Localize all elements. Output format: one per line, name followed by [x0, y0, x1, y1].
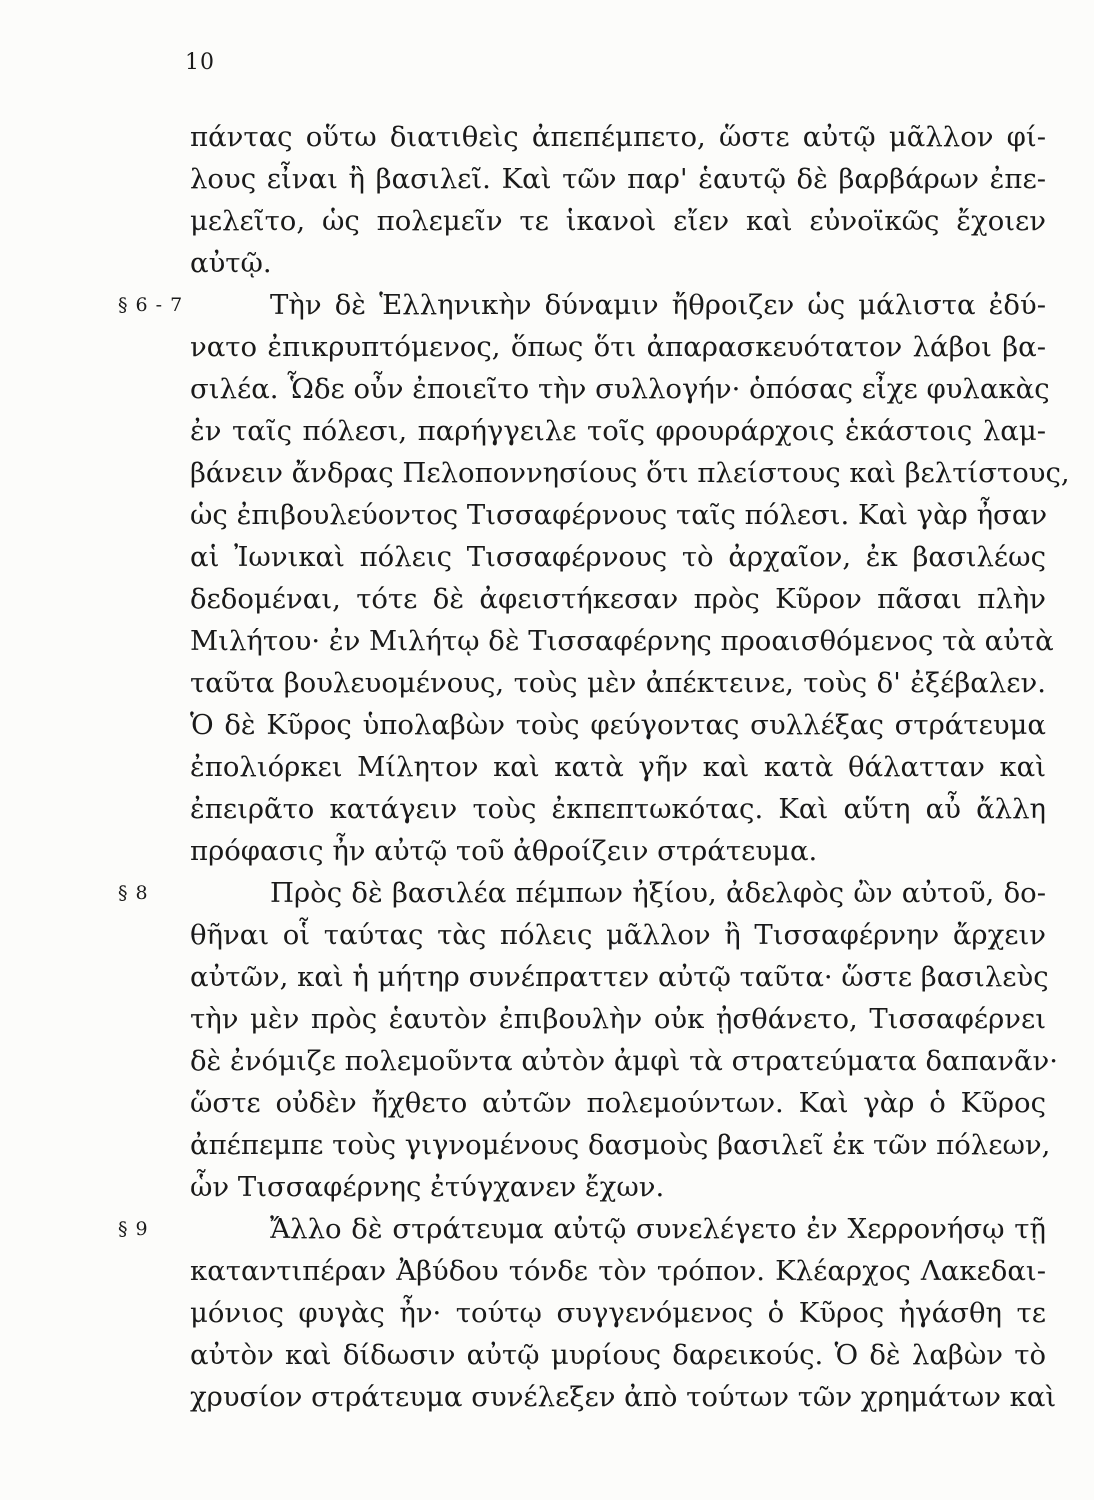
- text-line: τὴν μὲν πρὸς ἑαυτὸν ἐπιβουλὴν οὐκ ᾐσθάνετο, Τισσαφέρνει: [190, 1003, 1046, 1035]
- text-line: ὡς ἐπιβουλεύοντος Τισσαφέρνους ταῖς πόλεσι. Καὶ γὰρ ἦσαν: [190, 499, 1048, 531]
- text-line: σιλέα. Ὧδε οὖν ἐποιεῖτο τὴν συλλογήν· ὁπόσας εἶχε φυλακὰς: [190, 373, 1050, 405]
- text-line: αἱ Ἰωνικαὶ πόλεις Τισσαφέρνους τὸ ἀρχαῖον, ἐκ βασιλέως: [190, 541, 1046, 573]
- text-line: ταῦτα βουλευομένους, τοὺς μὲν ἀπέκτεινε, τοὺς δ' ἐξέβαλεν.: [190, 667, 1046, 699]
- text-line: ὥστε οὐδὲν ἤχθετο αὐτῶν πολεμούντων. Καὶ γὰρ ὁ Κῦρος: [190, 1087, 1046, 1119]
- text-line: ἐπειρᾶτο κατάγειν τοὺς ἐκπεπτωκότας. Καὶ αὕτη αὖ ἄλλη: [190, 793, 1046, 825]
- section-marker: § 6 - 7: [118, 294, 184, 316]
- text-line: λους εἶναι ἢ βασιλεῖ. Καὶ τῶν παρ' ἑαυτῷ δὲ βαρβάρων ἐπε-: [190, 163, 1046, 195]
- text-line: δὲ ἐνόμιζε πολεμοῦντα αὐτὸν ἀμφὶ τὰ στρατεύματα δαπανᾶν·: [190, 1045, 1058, 1077]
- text-line: ἀπέπεμπε τοὺς γιγνομένους δασμοὺς βασιλεῖ ἐκ τῶν πόλεων,: [190, 1129, 1051, 1161]
- text-line: χρυσίον στράτευμα συνέλεξεν ἀπὸ τούτων τῶν χρημάτων καὶ: [190, 1381, 1057, 1413]
- text-line: αὐτῷ.: [190, 247, 272, 279]
- text-line: ἐν ταῖς πόλεσι, παρήγγειλε τοῖς φρουράρχοις ἑκάστοις λαμ-: [190, 415, 1046, 447]
- text-line: Ἄλλο δὲ στράτευμα αὐτῷ συνελέγετο ἐν Χερρονήσῳ τῇ: [270, 1213, 1046, 1245]
- page-number: 10: [185, 50, 215, 75]
- text-line: Ὁ δὲ Κῦρος ὑπολαβὼν τοὺς φεύγοντας συλλέξας στράτευμα: [190, 709, 1046, 741]
- text-line: αὐτῶν, καὶ ἡ μήτηρ συνέπραττεν αὐτῷ ταῦτα· ὥστε βασιλεὺς: [190, 961, 1049, 993]
- text-line: πάντας οὕτω διατιθεὶς ἀπεπέμπετο, ὥστε αὐτῷ μᾶλλον φί-: [190, 121, 1046, 153]
- text-line: ὧν Τισσαφέρνης ἐτύγχανεν ἔχων.: [190, 1171, 665, 1203]
- text-line: μελεῖτο, ὡς πολεμεῖν τε ἱκανοὶ εἴεν καὶ εὐνοϊκῶς ἔχοιεν: [190, 205, 1046, 237]
- text-line: δεδομέναι, τότε δὲ ἀφειστήκεσαν πρὸς Κῦρον πᾶσαι πλὴν: [190, 583, 1046, 615]
- text-line: Μιλήτου· ἐν Μιλήτῳ δὲ Τισσαφέρνης προαισθόμενος τὰ αὐτὰ: [190, 625, 1054, 657]
- text-line: πρόφασις ἦν αὐτῷ τοῦ ἀθροίζειν στράτευμα.: [190, 835, 818, 867]
- text-line: νατο ἐπικρυπτόμενος, ὅπως ὅτι ἀπαρασκευότατον λάβοι βα-: [190, 331, 1046, 363]
- section-marker: § 9: [118, 1218, 149, 1240]
- text-line: αὐτὸν καὶ δίδωσιν αὐτῷ μυρίους δαρεικούς. Ὁ δὲ λαβὼν τὸ: [190, 1339, 1046, 1371]
- section-marker: § 8: [118, 882, 149, 904]
- text-line: μόνιος φυγὰς ἦν· τούτῳ συγγενόμενος ὁ Κῦρος ἠγάσθη τε: [190, 1297, 1046, 1329]
- text-line: καταντιπέραν Ἀβύδου τόνδε τὸν τρόπον. Κλέαρχος Λακεδαι-: [190, 1255, 1046, 1287]
- text-line: βάνειν ἄνδρας Πελοποννησίους ὅτι πλείστους καὶ βελτίστους,: [190, 457, 1070, 489]
- text-line: Πρὸς δὲ βασιλέα πέμπων ἠξίου, ἀδελφὸς ὢν αὐτοῦ, δο-: [270, 877, 1046, 909]
- text-line: Τὴν δὲ Ἑλληνικὴν δύναμιν ἤθροιζεν ὡς μάλιστα ἐδύ-: [270, 289, 1046, 321]
- text-line: ἐπολιόρκει Μίλητον καὶ κατὰ γῆν καὶ κατὰ θάλατταν καὶ: [190, 751, 1046, 783]
- text-line: θῆναι οἷ ταύτας τὰς πόλεις μᾶλλον ἢ Τισσαφέρνην ἄρχειν: [190, 919, 1046, 951]
